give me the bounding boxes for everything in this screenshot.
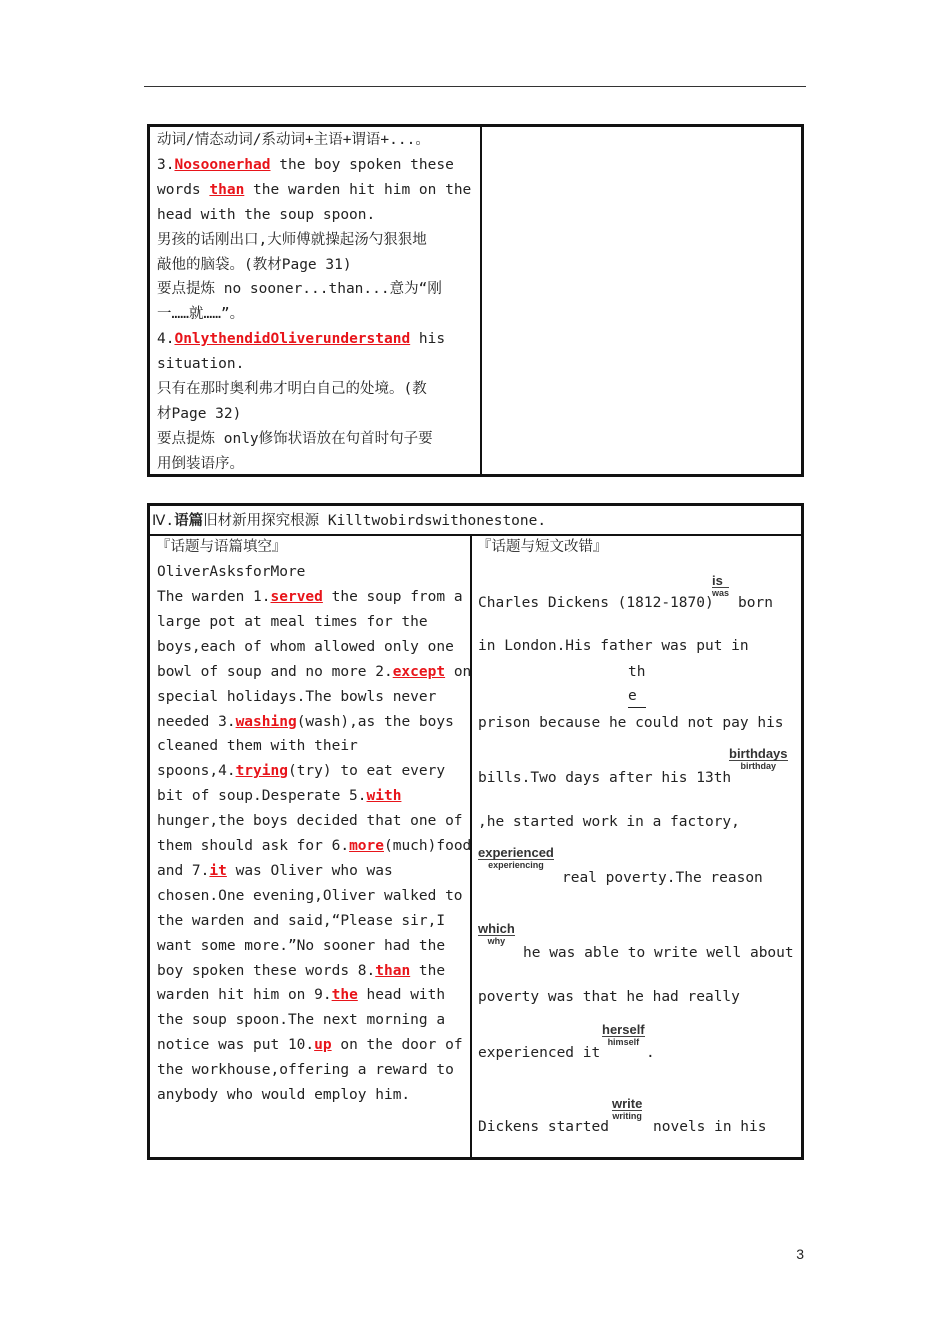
correction-mark: which why	[478, 921, 515, 946]
correction-mark: is was	[712, 573, 730, 598]
section-header	[152, 509, 546, 534]
text-line: 一……就……”。	[157, 306, 245, 323]
line-text: words	[157, 181, 210, 198]
answer-text: washing	[235, 713, 297, 730]
line-text: the boy spoken these	[270, 156, 454, 173]
text-line: the soup spoon.The next morning a	[157, 1012, 446, 1029]
correction-mark: birthdays birthday	[729, 746, 788, 771]
error-text-line: he was able to write well about	[523, 945, 794, 961]
text-line	[157, 660, 471, 685]
error-text-line: Dickens started	[478, 1119, 609, 1135]
line-text: boy spoken these words 8.	[157, 962, 376, 979]
error-text-line: Charles Dickens (1812-1870)	[478, 595, 714, 611]
text-line: 动词/情态动词/系动词+主语+谓语+...。	[157, 132, 430, 148]
text-line: large pot at meal times for the	[157, 613, 428, 630]
text-line: hunger,the boys decided that one of	[157, 813, 463, 830]
text-line: 要点提炼 only修饰状语放在句首时句子要	[157, 430, 433, 447]
text-line	[157, 710, 454, 735]
line-text: notice was put 10.	[157, 1037, 315, 1054]
text-line	[157, 327, 445, 352]
text-line	[157, 585, 463, 610]
text-line: 敲他的脑袋。(教材Page 31)	[157, 256, 352, 273]
error-text-line: novels in his	[653, 1119, 767, 1135]
text-line	[157, 1033, 463, 1058]
section-label: 语篇	[174, 513, 204, 529]
text-line	[157, 784, 401, 809]
answer-text: than	[209, 181, 245, 198]
line-text: (much)food	[383, 838, 472, 854]
text-line: boys,each of whom allowed only one	[157, 638, 454, 655]
line-text: bowl of soup and no more 2.	[157, 663, 393, 680]
table-divider	[480, 127, 482, 474]
answer-text: more	[349, 838, 384, 854]
page-number: 3	[796, 1246, 804, 1262]
answer-text: served	[270, 589, 323, 605]
line-text: the	[410, 962, 446, 979]
text-line: want some more.”No sooner had the	[157, 937, 446, 954]
answer-text: it	[209, 862, 227, 879]
answer-text: Nosoonerhad	[174, 156, 271, 173]
answer-text: OnlythendidOliverunderstand	[174, 331, 411, 348]
line-text: 3.	[157, 156, 175, 173]
text-line: 只有在那时奥利弗才明白自己的处境。(教	[157, 381, 427, 397]
text-line: 用倒装语序。	[157, 455, 244, 472]
text-line	[157, 153, 454, 178]
text-line: anybody who would employ him.	[157, 1087, 411, 1103]
line-text: 4.	[157, 331, 175, 348]
correction-mark: experienced experiencing	[478, 845, 554, 870]
text-line: 材Page 32)	[157, 405, 242, 422]
text-line: 要点提炼 no sooner...than...意为“刚	[157, 281, 442, 298]
text-line	[157, 983, 445, 1008]
line-text: head with	[357, 987, 446, 1004]
line-text: spoons,4.	[157, 763, 236, 780]
correction-mark: herself himself	[602, 1022, 645, 1047]
answer-text: except	[392, 663, 446, 680]
line-text: was Oliver who was	[226, 862, 393, 879]
text-line: head with the soup spoon.	[157, 206, 376, 223]
discourse-table	[147, 503, 804, 1160]
text-line: chosen.One evening,Oliver walked to	[157, 887, 463, 904]
text-line: situation.	[157, 356, 245, 373]
error-text-line: in London.His father was put in	[478, 638, 749, 654]
line-text: (wash),as the boys	[296, 713, 454, 730]
line-text: them should ask for 6.	[157, 838, 350, 854]
error-text-line: born	[738, 595, 773, 611]
text-line: 男孩的话刚出口,大师傅就操起汤勺狠狠地	[157, 231, 427, 248]
text-line	[157, 178, 471, 203]
error-text-line: bills.Two days after his 13th	[478, 770, 732, 786]
error-text-line: real poverty.The reason	[562, 870, 763, 886]
line-text: the warden hit him on the	[244, 181, 472, 198]
error-text-line: experienced it	[478, 1045, 601, 1061]
line-text: bit of soup.Desperate 5.	[157, 788, 367, 805]
section-subtitle: 旧材新用探究根源 Killtwobirdswithonestone.	[203, 513, 547, 529]
error-text-line: e	[628, 685, 646, 708]
line-text: his	[410, 331, 446, 348]
passage-title: OliverAsksforMore	[157, 564, 306, 580]
line-text: on	[445, 663, 472, 680]
error-text-line: .	[646, 1045, 655, 1061]
correction-mark: write writing	[612, 1096, 643, 1121]
answer-text: up	[314, 1037, 332, 1054]
text-line	[157, 959, 445, 984]
error-text-line: prison because he could not pay his	[478, 715, 784, 731]
line-text: on the door of	[331, 1037, 463, 1054]
answer-text: trying	[235, 763, 288, 780]
text-line	[157, 759, 445, 784]
line-text: needed 3.	[157, 713, 236, 730]
line-text: (try) to eat every	[287, 763, 446, 780]
section-number: Ⅳ.	[152, 513, 175, 529]
text-line: the warden and said,“Please sir,I	[157, 912, 446, 929]
error-correction-title: 『话题与短文改错』	[477, 539, 608, 555]
text-line: cleaned them with their	[157, 738, 358, 755]
error-text-line: th	[628, 664, 646, 680]
header-rule	[144, 86, 806, 87]
text-line: the workhouse,offering a reward to	[157, 1062, 454, 1079]
text-line	[157, 859, 393, 884]
answer-text: with	[366, 788, 402, 805]
answer-text: the	[331, 987, 358, 1004]
text-line	[157, 834, 471, 859]
grammar-table	[147, 124, 804, 477]
line-text: The warden 1.	[157, 589, 271, 605]
error-text-line: poverty was that he had really	[478, 989, 740, 1005]
answer-text: than	[375, 962, 411, 979]
text-line: special holidays.The bowls never	[157, 688, 437, 705]
line-text: warden hit him on 9.	[157, 987, 332, 1004]
error-text-line: ,he started work in a factory,	[478, 814, 740, 830]
fill-blank-title: 『话题与语篇填空』	[156, 539, 287, 555]
line-text: the soup from a	[322, 589, 463, 605]
line-text: and 7.	[157, 862, 210, 879]
